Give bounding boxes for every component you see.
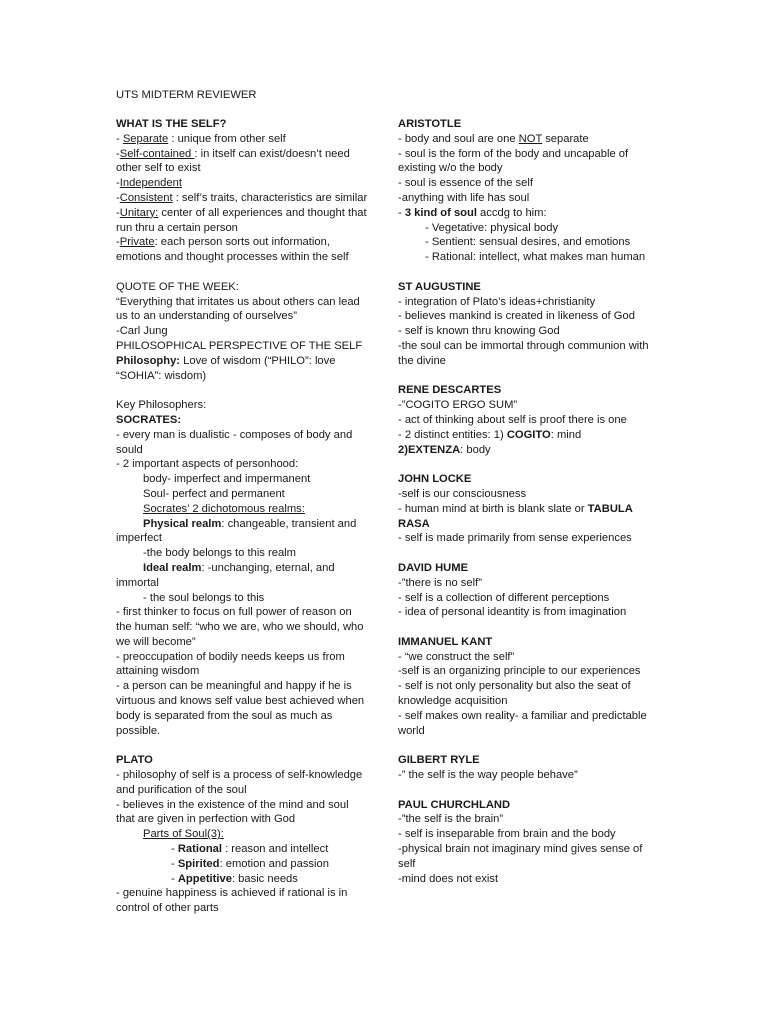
plato-part-rational: - Rational : reason and intellect [171, 843, 329, 856]
self-heading: WHAT IS THE SELF? [116, 118, 227, 130]
socrates-point: - every man is dualistic - composes of body and sould [116, 428, 353, 456]
hume-heading: DAVID HUME [398, 561, 469, 574]
descartes-heading: RENE DESCARTES [398, 384, 502, 397]
ryle-point: -” the self is the way people behave” [398, 769, 578, 782]
plato-point: - philosophy of self is a process of self-knowledge and purification of the soul [116, 769, 363, 796]
self-separate: - Separate : unique from other self [116, 132, 286, 145]
churchland-point: -”the self is the brain” [398, 813, 504, 826]
descartes-point: 2)EXTENZA: body [398, 443, 491, 456]
aristotle-soul-sentient: - Sentient: sensual desires, and emotions [425, 236, 631, 249]
philosophy-definition: Philosophy: Love of wisdom (“PHILO”: love “SOHIA”: wisdom) [116, 354, 336, 382]
locke-point: - self is made primarily from sense experiences [398, 532, 632, 545]
descartes-point: -”COGITO ERGO SUM” [398, 399, 518, 412]
socrates-body: body- imperfect and impermanent [143, 473, 311, 486]
aristotle-heading: ARISTOTLE [398, 118, 462, 130]
self-contained: -Self-contained : in itself can exist/doesn’t need other self to exist [116, 147, 350, 175]
left-column [116, 117, 368, 916]
locke-point: -self is our consciousness [398, 487, 527, 500]
plato-point: - believes in the existence of the mind and soul that are given in perfection with God [116, 798, 349, 826]
plato-part-spirited: - Spirited: emotion and passion [171, 857, 329, 870]
key-philosophers-heading: Key Philosophers: [116, 399, 207, 412]
hume-point: -”there is no self” [398, 576, 482, 589]
right-column [398, 117, 650, 886]
quote-heading: QUOTE OF THE WEEK: [116, 280, 239, 293]
hume-point: - self is a collection of different perceptions [398, 591, 610, 604]
physical-realm-note: -the body belongs to this realm [143, 547, 296, 560]
socrates-point: - 2 important aspects of personhood: [116, 458, 299, 471]
plato-parts-heading: Parts of Soul(3): [143, 828, 224, 841]
socrates-realms: Socrates’ 2 dichotomous realms: [143, 502, 305, 515]
perspective-heading: PHILOSOPHICAL PERSPECTIVE OF THE SELF [116, 339, 363, 352]
aristotle-point: - 3 kind of soul accdg to him: [398, 206, 547, 219]
quote-author: -Carl Jung [116, 325, 168, 338]
aristotle-point: - body and soul are one NOT separate [398, 132, 589, 145]
aristotle-point: - soul is essence of the self [398, 177, 533, 190]
kant-heading: IMMANUEL KANT [398, 635, 493, 648]
ideal-realm: Ideal realm: -unchanging, eternal, and immortal [116, 561, 335, 589]
socrates-soul: Soul- perfect and permanent [143, 487, 285, 500]
descartes-point: - act of thinking about self is proof there is one [398, 413, 627, 426]
locke-point: - human mind at birth is blank slate or TABULA RASA [398, 502, 633, 530]
churchland-point: - self is inseparable from brain and the body [398, 828, 616, 841]
churchland-point: -mind does not exist [398, 872, 499, 885]
socrates-point: - a person can be meaningful and happy if he is virtuous and knows self value best achieved when body is separated from the soul as much as possible. [116, 680, 365, 737]
socrates-point: - first thinker to focus on full power of reason on the human self: “who we are, who we should, who we will become” [116, 606, 364, 648]
kant-point: - “we construct the self” [398, 650, 515, 663]
plato-point: - genuine happiness is achieved if rational is in control of other parts [116, 887, 348, 915]
plato-heading: PLATO [116, 754, 153, 767]
self-independent: -Independent [116, 177, 182, 190]
document-title: UTS MIDTERM REVIEWER [116, 89, 257, 101]
augustine-point: -the soul can be immortal through communion with the divine [398, 339, 649, 367]
plato-part-appetitive: - Appetitive: basic needs [171, 872, 298, 885]
ryle-heading: GILBERT RYLE [398, 754, 480, 767]
augustine-heading: ST AUGUSTINE [398, 280, 481, 293]
hume-point: - idea of personal ideantity is from imagination [398, 606, 627, 619]
socrates-point: - preoccupation of bodily needs keeps us from attaining wisdom [116, 650, 345, 678]
quote-text: “Everything that irritates us about others can lead us to an understanding of ourselves” [116, 295, 360, 323]
locke-heading: JOHN LOCKE [398, 473, 472, 486]
augustine-point: - integration of Plato’s ideas+christianity [398, 295, 596, 308]
self-consistent: -Consistent : self’s traits, characteristics are similar [116, 191, 368, 204]
augustine-point: - believes mankind is created in likeness of God [398, 310, 635, 323]
socrates-heading: SOCRATES: [116, 413, 182, 426]
augustine-point: - self is known thru knowing God [398, 325, 560, 338]
kant-point: - self is not only personality but also the seat of knowledge acquisition [398, 680, 631, 708]
kant-point: -self is an organizing principle to our experiences [398, 665, 641, 678]
ideal-realm-note: - the soul belongs to this [143, 591, 265, 604]
aristotle-point: -anything with life has soul [398, 191, 530, 204]
kant-point: - self makes own reality- a familiar and predictable world [398, 709, 647, 737]
aristotle-point: - soul is the form of the body and uncapable of existing w/o the body [398, 147, 629, 175]
self-unitary: -Unitary: center of all experiences and thought that run thru a certain person [116, 206, 367, 234]
churchland-heading: PAUL CHURCHLAND [398, 798, 511, 811]
self-private: -Private: each person sorts out information, emotions and thought processes within the self [116, 236, 349, 264]
physical-realm: Physical realm: changeable, transient and imperfect [116, 517, 357, 545]
aristotle-soul-rational: - Rational: intellect, what makes man human [425, 251, 646, 264]
churchland-point: -physical brain not imaginary mind gives sense of self [398, 843, 643, 870]
descartes-point: - 2 distinct entities: 1) COGITO: mind [398, 428, 582, 441]
aristotle-soul-vegetative: - Vegetative: physical body [425, 221, 559, 234]
